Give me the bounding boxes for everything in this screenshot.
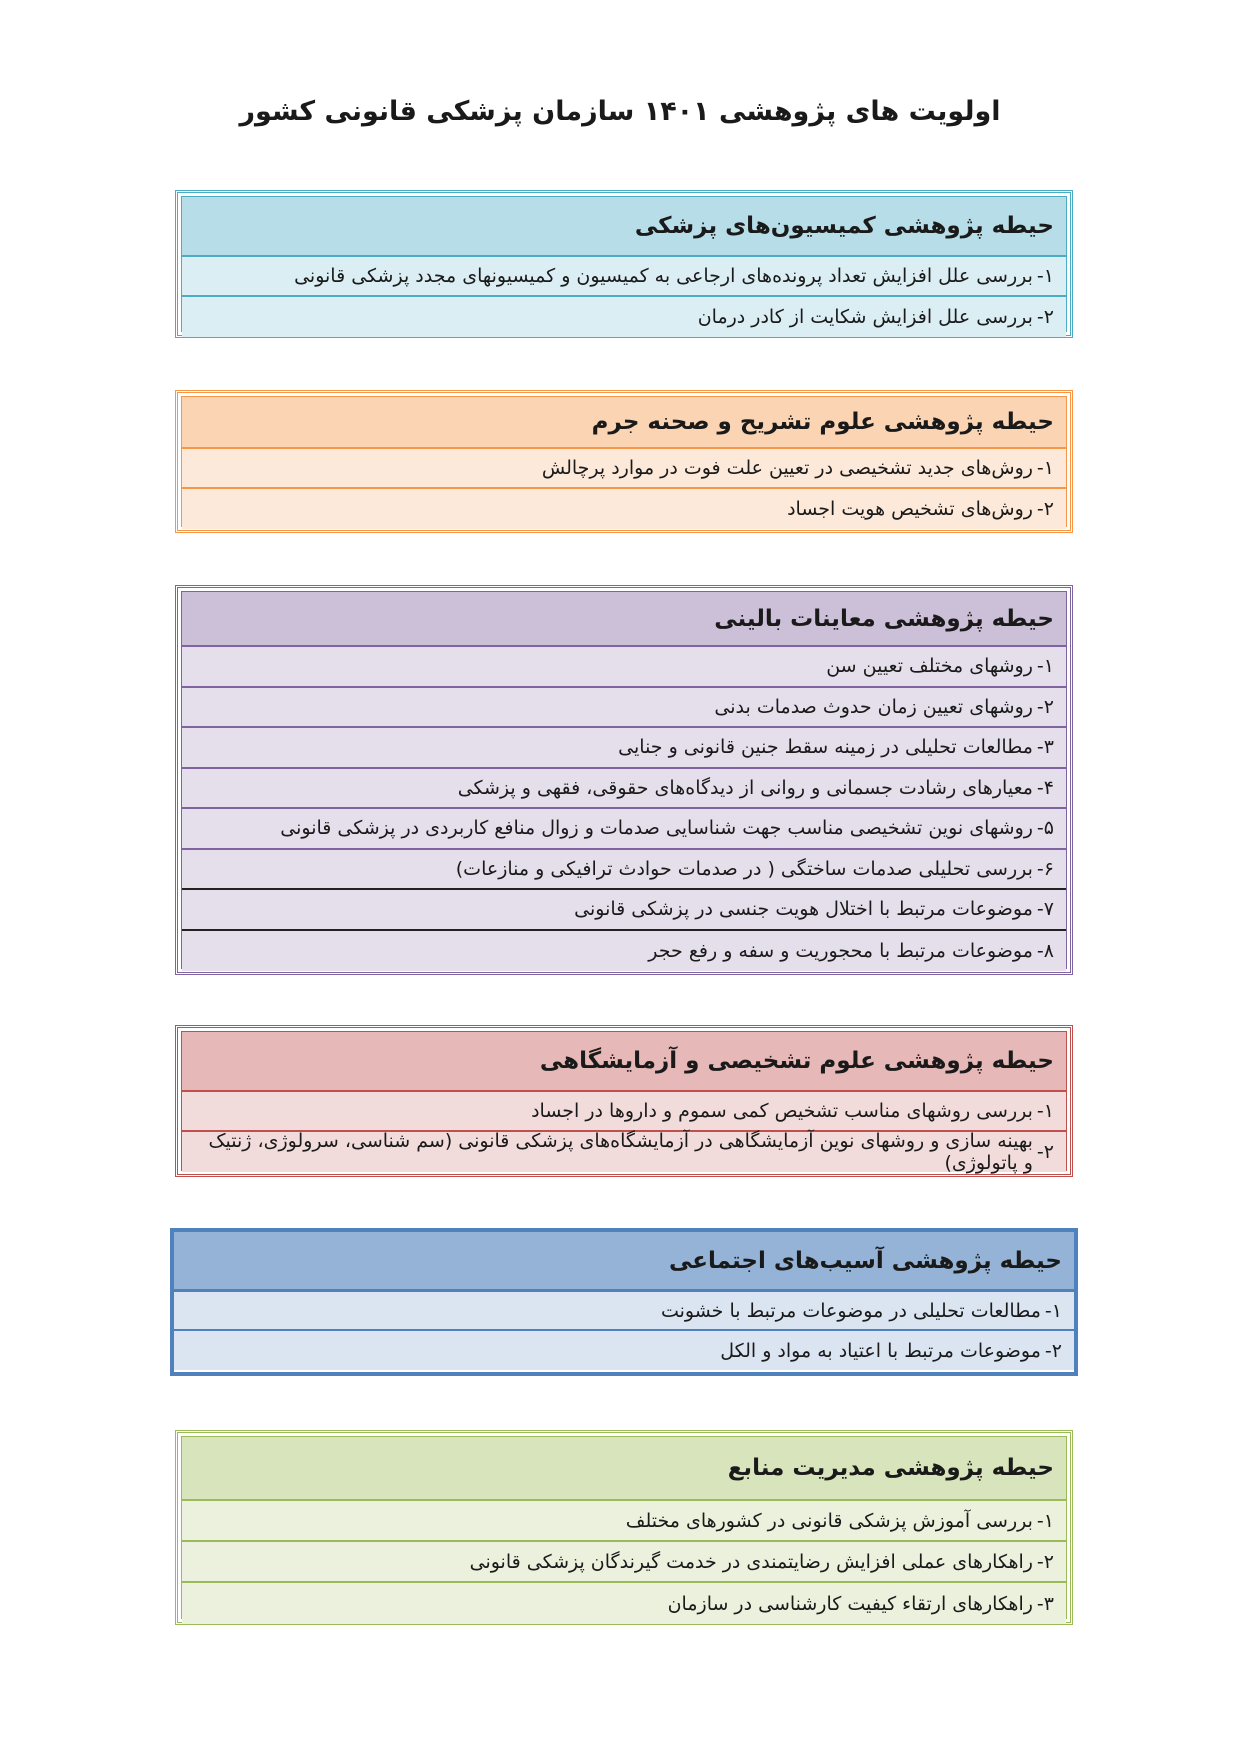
list-item: ۳- مطالعات تحلیلی در زمینه سقط جنین قانونی و جنایی [182, 728, 1066, 769]
list-item: ۲- موضوعات مرتبط با اعتیاد به مواد و الکل [174, 1331, 1074, 1370]
section-social-harms [170, 1228, 1078, 1376]
list-item: ۲- بهینه سازی و روشهای نوین آزمایشگاهی در آزمایشگاه‌های پزشکی قانونی (سم شناسی، سرولوژی، ژنتیک و پاتولوژی) [182, 1132, 1066, 1172]
list-item: ۲- بررسی علل افزایش شکایت از کادر درمان [182, 297, 1066, 337]
list-item: ۳- راهکارهای ارتقاء کیفیت کارشناسی در سازمان [182, 1583, 1066, 1624]
section-resource-management [175, 1430, 1073, 1625]
list-item: ۲- راهکارهای عملی افزایش رضایتمندی در خدمت گیرندگان پزشکی قانونی [182, 1542, 1066, 1583]
list-item: ۱- بررسی علل افزایش تعداد پرونده‌های ارجاعی به کمیسیون و کمیسیونهای مجدد پزشکی قانونی [182, 257, 1066, 297]
list-item: ۸- موضوعات مرتبط با محجوریت و سفه و رفع حجر [182, 931, 1066, 972]
list-item: ۱- مطالعات تحلیلی در موضوعات مرتبط با خشونت [174, 1292, 1074, 1331]
list-item: ۱- بررسی آموزش پزشکی قانونی در کشورهای مختلف [182, 1501, 1066, 1542]
list-item: ۲- روشهای تعیین زمان حدوث صدمات بدنی [182, 688, 1066, 729]
section-anatomy-crime-scene [175, 390, 1073, 533]
list-item: ۱- بررسی روشهای مناسب تشخیص کمی سموم و داروها در اجساد [182, 1092, 1066, 1132]
list-item: ۲- روش‌های تشخیص هویت اجساد [182, 489, 1066, 529]
page-title: اولویت های پژوهشی ۱۴۰۱ سازمان پزشکی قانونی کشور [239, 96, 1001, 127]
section-clinical-examinations [175, 585, 1073, 975]
list-item: ۱- روش‌های جدید تشخیصی در تعیین علت فوت در موارد پرچالش [182, 449, 1066, 489]
section-header: حیطه پژوهشی علوم تشخیصی و آزمایشگاهی [182, 1032, 1066, 1092]
section-header: حیطه پژوهشی کمیسیون‌های پزشکی [182, 197, 1066, 257]
list-item: ۵- روشهای نوین تشخیصی مناسب جهت شناسایی صدمات و زوال منافع کاربردی در پزشکی قانونی [182, 809, 1066, 850]
section-header: حیطه پژوهشی آسیب‌های اجتماعی [174, 1232, 1074, 1292]
section-header: حیطه پژوهشی مدیریت منابع [182, 1437, 1066, 1501]
list-item: ۶- بررسی تحلیلی صدمات ساختگی ( در صدمات حوادث ترافیکی و منازعات) [182, 850, 1066, 891]
section-diagnostic-laboratory [175, 1025, 1073, 1177]
section-medical-commissions [175, 190, 1073, 338]
list-item: ۴- معیارهای رشادت جسمانی و روانی از دیدگاه‌های حقوقی، فقهی و پزشکی [182, 769, 1066, 810]
section-header: حیطه پژوهشی علوم تشریح و صحنه جرم [182, 397, 1066, 449]
section-header: حیطه پژوهشی معاینات بالینی [182, 592, 1066, 647]
list-item: ۷- موضوعات مرتبط با اختلال هویت جنسی در پزشکی قانونی [182, 890, 1066, 931]
list-item: ۱- روشهای مختلف تعیین سن [182, 647, 1066, 688]
